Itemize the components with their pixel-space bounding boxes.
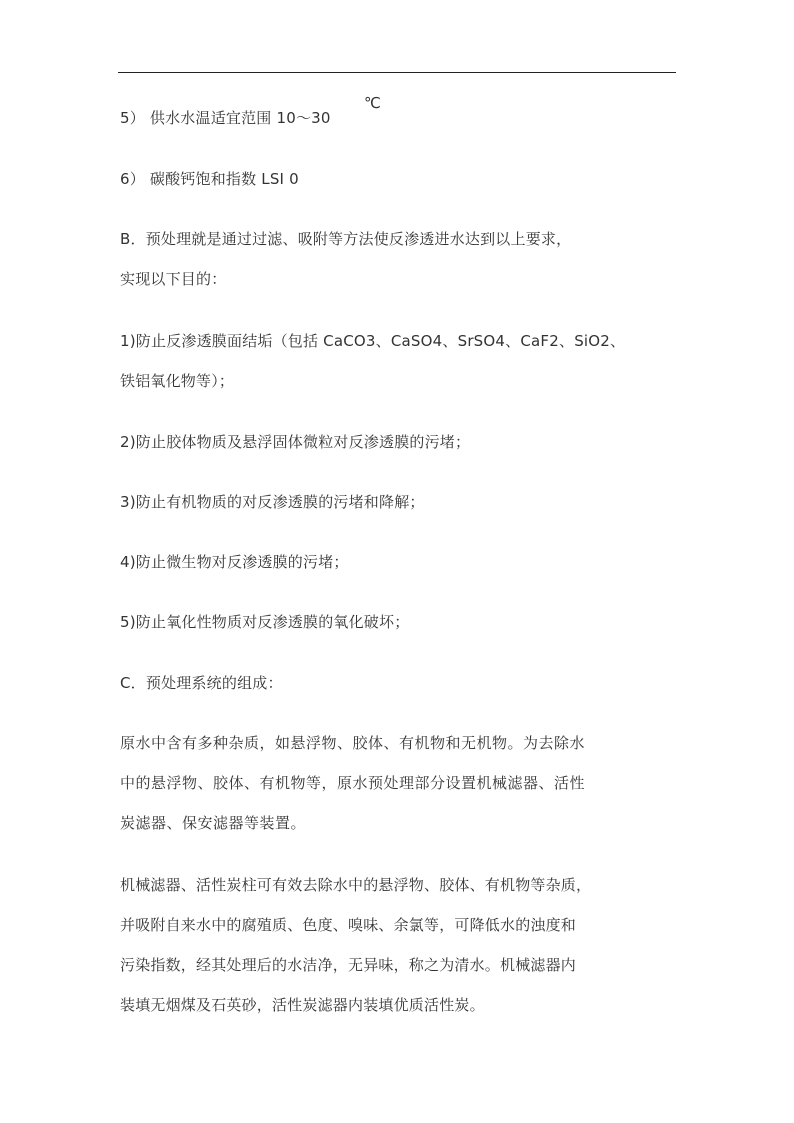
purpose-1-line-2: 铁铝氧化物等）； <box>120 372 235 390</box>
paragraph-2-line-2: 并吸附自来水中的腐殖质、色度、嗅味、余氯等，可降低水的浊度和 <box>120 916 577 934</box>
item-5-water-temperature: 5） 供水水温适宜范围 10～30 <box>120 109 331 127</box>
celsius-unit: ℃ <box>364 94 381 112</box>
paragraph-2-line-4: 装填无烟煤及石英砂，活性炭滤器内装填优质活性炭。 <box>120 996 485 1014</box>
paragraph-2-line-1: 机械滤器、活性炭柱可有效去除水中的悬浮物、胶体、有机物等杂质， <box>120 876 592 894</box>
purpose-4: 4)防止微生物对反渗透膜的污堵； <box>120 553 349 571</box>
paragraph-1-line-2: 中的悬浮物、胶体、有机物等，原水预处理部分设置机械滤器、活性 <box>120 774 586 792</box>
purpose-3: 3)防止有机物质的对反渗透膜的污堵和降解； <box>120 493 425 511</box>
section-c-title: C．预处理系统的组成： <box>120 674 283 692</box>
paragraph-1-line-3: 炭滤器、保安滤器等装置。 <box>120 814 307 832</box>
header-rule <box>118 72 676 73</box>
paragraph-1-line-1: 原水中含有多种杂质，如悬浮物、胶体、有机物和无机物。为去除水 <box>120 734 586 752</box>
purpose-2: 2)防止胶体物质及悬浮固体微粒对反渗透膜的污堵； <box>120 433 471 451</box>
section-b-line-2: 实现以下目的： <box>120 270 227 288</box>
section-b-line-1: B．预处理就是通过过滤、吸附等方法使反渗透进水达到以上要求， <box>120 230 572 248</box>
item-6-lsi: 6） 碳酸钙饱和指数 LSI 0 <box>120 170 299 188</box>
paragraph-2-line-3: 污染指数，经其处理后的水洁净，无异味，称之为清水。机械滤器内 <box>120 956 577 974</box>
purpose-1-line-1: 1)防止反渗透膜面结垢（包括 CaCO3、CaSO4、SrSO4、CaF2、SiO2、 <box>120 332 626 350</box>
purpose-5: 5)防止氧化性物质对反渗透膜的氧化破坏； <box>120 613 410 631</box>
